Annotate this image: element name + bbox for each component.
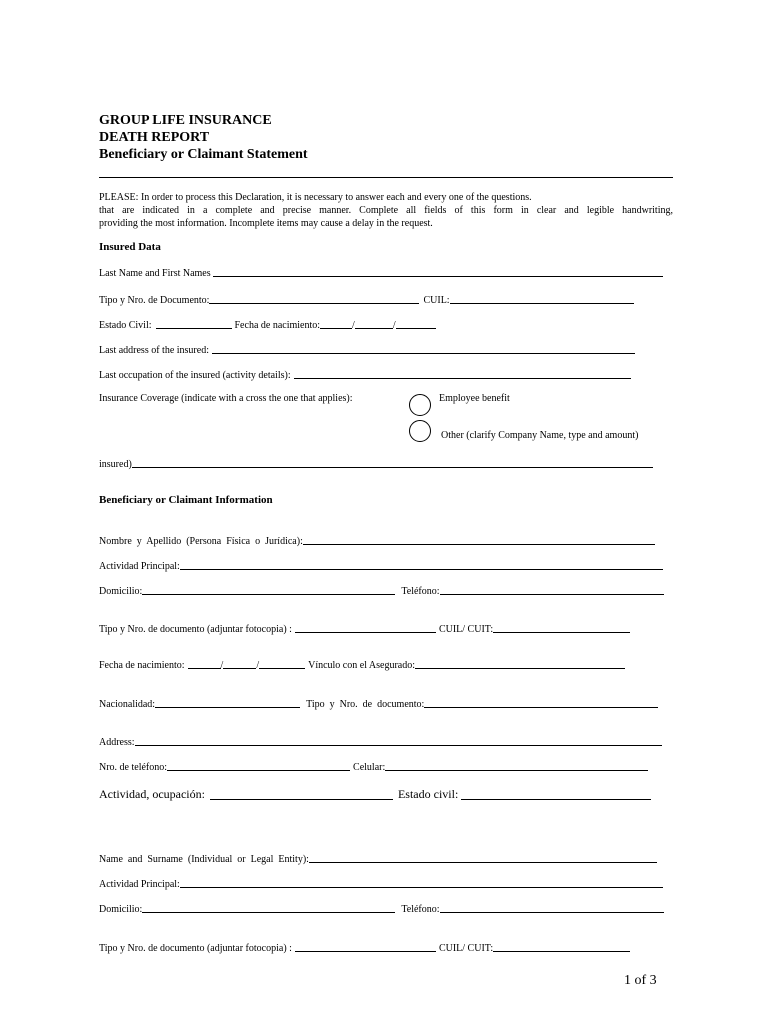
beneficiary-occupation-field[interactable] [210,798,393,800]
second-cuit-label: CUIL/ CUIT: [438,943,494,954]
second-activity-field[interactable] [180,886,663,888]
beneficiary-nationality-field[interactable] [155,706,300,708]
insured-birth-label: Fecha de nacimiento: [234,320,321,331]
date-slash: / [392,320,396,331]
beneficiary-mobile-field[interactable] [385,769,648,771]
other-coverage-label: Other (clarify Company Name, type and amount) [441,430,639,441]
beneficiary-heading: Beneficiary or Claimant Information [99,494,273,506]
beneficiary-occupation-row [99,786,651,802]
instructions-line-3: providing the most information. Incomplete items may cause a delay in the request. [99,218,433,229]
header-divider [99,177,673,178]
beneficiary-domicile-label: Domicilio: [99,586,143,597]
beneficiary-domicile-field[interactable] [142,593,395,595]
beneficiary-name-field[interactable] [303,543,655,545]
form-statement-title: Beneficiary or Claimant Statement [99,147,308,162]
second-doc-field[interactable] [295,950,436,952]
second-phone-label: Teléfono: [401,904,440,915]
insured-occupation-row [99,367,631,381]
beneficiary-birth-day-field[interactable] [188,667,221,669]
insured-cuil-label: CUIL: [423,295,450,306]
beneficiary-address-label: Address: [99,737,135,748]
page-number: 1 of 3 [624,973,657,988]
form-title: GROUP LIFE INSURANCE [99,113,272,128]
beneficiary-address-field[interactable] [135,744,662,746]
insured-cont-label: insured) [99,459,132,470]
title-block [99,112,308,163]
insured-other-cont-row [99,456,653,470]
insured-names-label: Last Name and First Names [99,268,211,279]
beneficiary-doc-field[interactable] [295,631,436,633]
insured-address-field[interactable] [212,352,635,354]
beneficiary-mobile-label: Celular: [353,762,386,773]
beneficiary-domicile-row [99,583,664,597]
insured-names-row [99,265,663,279]
second-doc-label: Tipo y Nro. de documento (adjuntar fotocopia) : [99,943,292,954]
second-domicile-row [99,901,664,915]
beneficiary-relation-field[interactable] [415,667,625,669]
beneficiary-tel-field[interactable] [167,769,350,771]
beneficiary-birth-label: Fecha de nacimiento: [99,660,185,671]
insured-address-row [99,342,635,356]
beneficiary-doctype-label: Tipo y Nro. de documento: [306,699,425,710]
date-slash: / [220,660,224,671]
beneficiary-cuit-label: CUIL/ CUIT: [438,624,494,635]
beneficiary-cuit-field[interactable] [493,631,630,633]
beneficiary-activity-label: Actividad Principal: [99,561,180,572]
beneficiary-birth-month-field[interactable] [223,667,256,669]
insured-civil-field[interactable] [156,327,232,329]
beneficiary-relation-label: Vínculo con el Asegurado: [308,660,416,671]
second-name-row [99,851,657,865]
second-domicile-label: Domicilio: [99,904,143,915]
insured-civil-label: Estado Civil: [99,320,152,331]
other-coverage-checkbox[interactable] [409,420,431,442]
insured-cuil-field[interactable] [450,302,634,304]
date-slash: / [352,320,355,331]
employee-benefit-label: Employee benefit [439,393,510,404]
beneficiary-address-row [99,734,662,748]
insured-birth-day-field[interactable] [320,327,352,329]
beneficiary-phone-label: Teléfono: [401,586,440,597]
second-doc-row [99,940,630,954]
other-coverage-field[interactable] [132,466,653,468]
beneficiary-doctype-field[interactable] [424,706,658,708]
beneficiary-name-row [99,533,655,547]
beneficiary-phone-field[interactable] [440,593,664,595]
date-slash: / [256,660,260,671]
second-cuit-field[interactable] [493,950,630,952]
second-domicile-field[interactable] [142,911,395,913]
insured-doc-label: Tipo y Nro. de Documento: [99,295,210,306]
beneficiary-civil-label: Estado civil: [397,787,459,801]
second-name-field[interactable] [309,861,657,863]
beneficiary-tel-row [99,759,648,773]
insured-address-label: Last address of the insured: [99,345,209,356]
insured-doc-field[interactable] [209,302,419,304]
beneficiary-activity-row [99,558,663,572]
beneficiary-birth-year-field[interactable] [259,667,305,669]
insured-occupation-field[interactable] [294,377,631,379]
insured-birth-year-field[interactable] [396,327,436,329]
beneficiary-tel-label: Nro. de teléfono: [99,762,168,773]
second-activity-label: Actividad Principal: [99,879,180,890]
beneficiary-doc-label: Tipo y Nro. de documento (adjuntar fotocopia) : [99,624,292,635]
instructions-line-1: PLEASE: In order to process this Declaration, it is necessary to answer each and every one of the questions. [99,192,532,203]
instructions [99,191,673,230]
insured-names-field[interactable] [213,275,663,277]
insured-doc-row [99,292,634,306]
employee-benefit-checkbox[interactable] [409,394,431,416]
beneficiary-activity-field[interactable] [180,568,663,570]
insured-data-heading: Insured Data [99,241,161,253]
second-name-label: Name and Surname (Individual or Legal Entity): [99,854,309,865]
beneficiary-occupation-label: Actividad, ocupación: [99,787,205,801]
insured-birth-month-field[interactable] [355,327,393,329]
beneficiary-birth-row [99,657,625,671]
form-subtitle: DEATH REPORT [99,130,210,145]
insured-civil-row [99,317,436,331]
second-activity-row [99,876,663,890]
coverage-label: Insurance Coverage (indicate with a cross the one that applies): [99,393,353,404]
beneficiary-doc-row [99,621,630,635]
beneficiary-name-label: Nombre y Apellido (Persona Física o Jurídica): [99,536,303,547]
beneficiary-nationality-row [99,696,658,710]
instructions-line-2: that are indicated in a complete and precise manner. Complete all fields of this form in clear and legible handwriting, [99,205,673,216]
beneficiary-civil-field[interactable] [461,798,651,800]
insured-occupation-label: Last occupation of the insured (activity details): [99,370,291,381]
second-phone-field[interactable] [440,911,664,913]
beneficiary-nationality-label: Nacionalidad: [99,699,156,710]
